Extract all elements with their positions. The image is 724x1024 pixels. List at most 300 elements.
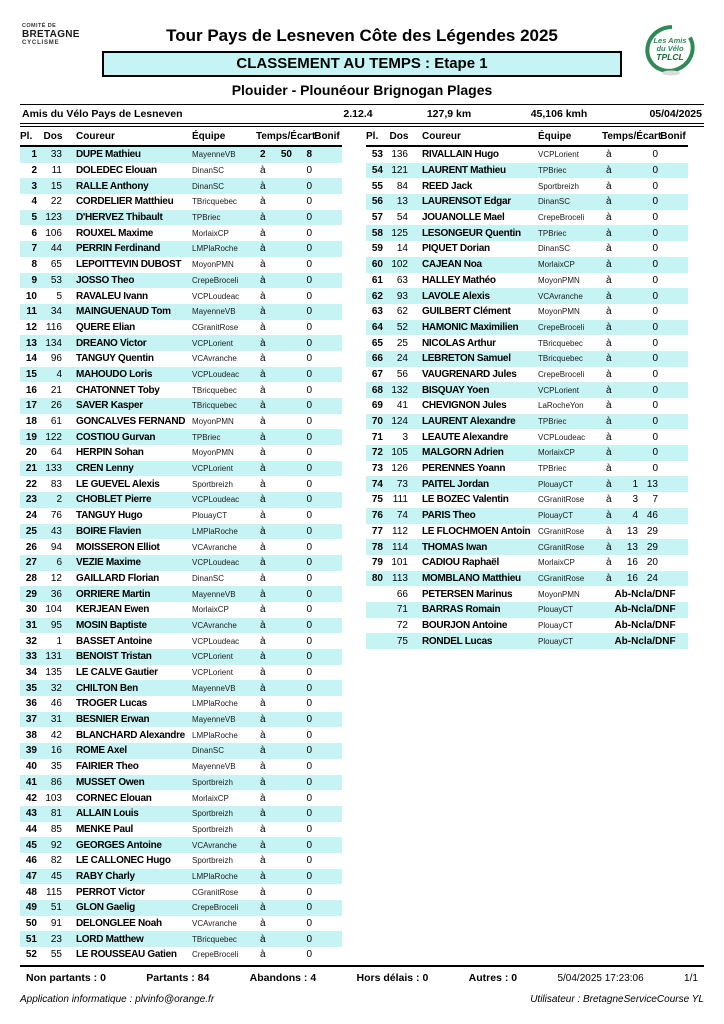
- rider-name: CORDELIER Matthieu: [76, 196, 174, 208]
- rider-name: LAURENT Alexandre: [422, 416, 516, 428]
- bib-cell: 43: [50, 525, 62, 537]
- bib-cell: 125: [391, 227, 408, 239]
- bib-cell: 91: [50, 918, 62, 930]
- rank-cell: 12: [25, 321, 37, 333]
- result-row: [366, 476, 688, 492]
- gap-prefix: à: [606, 274, 612, 286]
- rider-name: MOSIN Baptiste: [76, 619, 147, 631]
- gap-prefix: à: [260, 918, 266, 930]
- race-info-bar: [20, 104, 704, 122]
- bib-cell: 22: [50, 196, 62, 208]
- gap-seconds: 0: [306, 274, 312, 286]
- bib-cell: 82: [50, 855, 62, 867]
- bib-cell: 63: [396, 274, 408, 286]
- event-logo: [644, 24, 698, 80]
- rank-cell: 64: [371, 321, 383, 333]
- gap-seconds: 0: [306, 431, 312, 443]
- result-row: [366, 163, 688, 179]
- rider-name: VAUGRENARD Jules: [422, 368, 517, 380]
- team-name: TBricquebec: [192, 385, 237, 395]
- rank-cell: 80: [371, 572, 383, 584]
- col-header-temps: Temps/Écart: [602, 131, 662, 142]
- rider-name: PERRIN Ferdinand: [76, 243, 161, 255]
- gap-minutes: 13: [626, 525, 638, 537]
- gap-minutes: 50: [280, 149, 292, 161]
- rider-name: GAILLARD Florian: [76, 572, 159, 584]
- gap-seconds: 0: [306, 572, 312, 584]
- rank-cell: 78: [371, 541, 383, 553]
- gap-seconds: 0: [306, 870, 312, 882]
- bib-cell: 86: [50, 776, 62, 788]
- gap-prefix: à: [260, 196, 266, 208]
- bib-cell: 24: [396, 353, 408, 365]
- rider-name: D'HERVEZ Thibault: [76, 212, 163, 224]
- col-header-dos: Dos: [389, 131, 409, 142]
- gap-prefix: à: [260, 243, 266, 255]
- rider-name: BASSET Antoine: [76, 635, 152, 647]
- gap-prefix: à: [260, 306, 266, 318]
- bib-cell: 135: [45, 667, 62, 679]
- gap-seconds: 0: [306, 667, 312, 679]
- team-name: TPBriec: [538, 228, 567, 238]
- result-row: [366, 429, 688, 445]
- gap-prefix: à: [260, 259, 266, 271]
- gap-prefix: à: [260, 823, 266, 835]
- rank-cell: 44: [25, 823, 37, 835]
- gap-prefix: à: [260, 384, 266, 396]
- gap-prefix: à: [606, 306, 612, 318]
- rider-name: RALLE Anthony: [76, 180, 149, 192]
- gap-prefix: à: [260, 557, 266, 569]
- gap-prefix: à: [606, 431, 612, 443]
- rider-name: SAVER Kasper: [76, 400, 143, 412]
- result-row: [20, 524, 342, 540]
- table-header-left: [20, 127, 342, 147]
- rank-cell: 3: [31, 180, 37, 192]
- gap-seconds: 0: [652, 353, 658, 365]
- bib-cell: 115: [46, 886, 62, 898]
- bib-cell: 124: [391, 416, 408, 428]
- rank-cell: 19: [25, 431, 37, 443]
- bib-cell: 65: [50, 259, 62, 271]
- gap-prefix: à: [260, 682, 266, 694]
- bib-cell: 134: [45, 337, 62, 349]
- bib-cell: 56: [396, 368, 408, 380]
- team-name: MayenneVB: [192, 715, 236, 725]
- rank-cell: 26: [25, 541, 37, 553]
- result-row: [366, 273, 688, 289]
- rank-cell: 66: [371, 353, 383, 365]
- bib-cell: 74: [396, 510, 408, 522]
- rider-name: HALLEY Mathéo: [422, 274, 496, 286]
- result-row: [366, 508, 688, 524]
- gap-seconds: 0: [306, 463, 312, 475]
- team-name: DinanSC: [192, 573, 225, 583]
- gap-prefix: à: [260, 588, 266, 600]
- rank-cell: 77: [371, 525, 383, 537]
- gap-seconds: 0: [306, 949, 312, 961]
- gap-seconds: 0: [652, 384, 658, 396]
- gap-seconds: 0: [306, 416, 312, 428]
- print-timestamp: 5/04/2025 17:23:06: [557, 973, 644, 984]
- rider-name: THOMAS Iwan: [422, 541, 488, 553]
- rank-cell: 68: [371, 384, 383, 396]
- col-header-equipe: Équipe: [192, 131, 226, 142]
- bib-cell: 72: [396, 619, 408, 631]
- col-header-pl: Pl.: [366, 131, 379, 142]
- bib-cell: 126: [391, 463, 408, 475]
- result-row: [20, 571, 342, 587]
- gap-seconds: 0: [306, 557, 312, 569]
- result-row: [20, 555, 342, 571]
- gap-prefix: à: [260, 808, 266, 820]
- gap-prefix: à: [260, 290, 266, 302]
- result-row: [20, 931, 342, 947]
- race-date: 05/04/2025: [649, 108, 702, 120]
- team-name: TBricquebec: [192, 197, 237, 207]
- rider-name: BLANCHARD Alexandre: [76, 729, 185, 741]
- rank-cell: 43: [25, 808, 37, 820]
- gap-seconds: 0: [306, 478, 312, 490]
- results-tables: [20, 147, 704, 965]
- col-header-equipe: Équipe: [538, 131, 572, 142]
- rider-name: MOISSERON Elliot: [76, 541, 160, 553]
- team-name: TPBriec: [538, 464, 567, 474]
- gap-prefix: à: [260, 729, 266, 741]
- team-name: CGranitRose: [538, 526, 585, 536]
- rider-name: REED Jack: [422, 180, 473, 192]
- rank-cell: 48: [25, 886, 37, 898]
- gap-seconds: 0: [306, 259, 312, 271]
- rank-cell: 35: [25, 682, 37, 694]
- rider-name: CADIOU Raphaël: [422, 557, 499, 569]
- team-name: TBricquebec: [192, 401, 237, 411]
- gap-prefix: à: [260, 494, 266, 506]
- col-header-bonif: Bonif: [314, 131, 340, 142]
- gap-seconds: 0: [652, 306, 658, 318]
- bib-cell: 35: [50, 761, 62, 773]
- gap-seconds: 0: [306, 212, 312, 224]
- rider-name: BISQUAY Yoen: [422, 384, 490, 396]
- bib-cell: 51: [50, 902, 62, 914]
- rank-cell: 28: [25, 572, 37, 584]
- rider-name: LORD Matthew: [76, 933, 144, 945]
- bib-cell: 96: [50, 353, 62, 365]
- result-row: [20, 351, 342, 367]
- rank-cell: 29: [25, 588, 37, 600]
- bib-cell: 4: [56, 368, 62, 380]
- gap-seconds: 0: [306, 165, 312, 177]
- gap-seconds: 29: [646, 525, 658, 537]
- bib-cell: 16: [50, 745, 62, 757]
- gap-seconds: 13: [646, 478, 658, 490]
- result-row: [366, 367, 688, 383]
- bib-cell: 12: [50, 572, 62, 584]
- team-name: VCPLoudeac: [192, 636, 240, 646]
- rank-cell: 41: [25, 776, 37, 788]
- gap-prefix: à: [606, 149, 612, 161]
- team-name: MorlaixCP: [538, 448, 575, 458]
- gap-seconds: 0: [652, 227, 658, 239]
- result-row: [366, 398, 688, 414]
- gap-seconds: 0: [652, 337, 658, 349]
- result-row: [20, 225, 342, 241]
- bib-cell: 94: [50, 541, 62, 553]
- result-row: [20, 414, 342, 430]
- bib-cell: 2: [56, 494, 62, 506]
- rider-name: QUERE Elian: [76, 321, 135, 333]
- gap-prefix: à: [260, 180, 266, 192]
- bib-cell: 105: [391, 447, 408, 459]
- team-name: PlouayCT: [538, 605, 574, 615]
- team-name: TBricquebec: [192, 934, 237, 944]
- gap-prefix: à: [260, 933, 266, 945]
- result-row: [20, 304, 342, 320]
- rank-cell: 79: [371, 557, 383, 569]
- rider-name: TANGUY Hugo: [76, 510, 143, 522]
- col-header-dos: Dos: [43, 131, 63, 142]
- rank-cell: 15: [25, 368, 37, 380]
- table-header-right: [366, 127, 688, 147]
- team-name: CGranitRose: [192, 322, 239, 332]
- result-row: [20, 476, 342, 492]
- gap-prefix: à: [260, 447, 266, 459]
- rank-cell: 57: [371, 212, 383, 224]
- team-name: VCAvranche: [192, 542, 237, 552]
- gap-prefix: à: [260, 745, 266, 757]
- rider-name: BOIRE Flavien: [76, 525, 142, 537]
- team-name: MayenneVB: [192, 683, 236, 693]
- rank-cell: 34: [25, 667, 37, 679]
- result-row: [20, 320, 342, 336]
- gap-prefix: à: [606, 337, 612, 349]
- team-name: CGranitRose: [538, 542, 585, 552]
- result-row: [366, 414, 688, 430]
- gap-seconds: 0: [306, 290, 312, 302]
- rank-cell: 49: [25, 902, 37, 914]
- bib-cell: 6: [56, 557, 62, 569]
- rank-cell: 21: [25, 463, 37, 475]
- rank-cell: 47: [25, 870, 37, 882]
- rank-cell: 42: [25, 792, 37, 804]
- result-row: [366, 571, 688, 587]
- result-row: [20, 837, 342, 853]
- gap-seconds: 0: [306, 651, 312, 663]
- rank-cell: 8: [31, 259, 37, 271]
- team-name: Sportbreizh: [538, 181, 579, 191]
- result-row: [20, 916, 342, 932]
- rank-cell: 10: [25, 290, 37, 302]
- rider-name: PETERSEN Marinus: [422, 588, 513, 600]
- gap-seconds: 0: [306, 682, 312, 694]
- team-name: VCPLoudeac: [192, 369, 240, 379]
- rider-name: GONCALVES FERNAND: [76, 416, 186, 428]
- status-cell: Ab-Ncla/DNF: [614, 588, 676, 600]
- gap-prefix: à: [606, 463, 612, 475]
- rider-name: BENOIST Tristan: [76, 651, 152, 663]
- rider-name: HERPIN Sohan: [76, 447, 144, 459]
- rider-name: VEZIE Maxime: [76, 557, 141, 569]
- gap-prefix: à: [606, 416, 612, 428]
- rider-name: ROUXEL Maxime: [76, 227, 154, 239]
- rider-name: PARIS Theo: [422, 510, 476, 522]
- rank-cell: 37: [25, 714, 37, 726]
- rank-cell: 27: [25, 557, 37, 569]
- gap-seconds: 0: [306, 243, 312, 255]
- gap-seconds: 0: [306, 823, 312, 835]
- rank-cell: 56: [371, 196, 383, 208]
- bib-cell: 116: [46, 321, 62, 333]
- rank-cell: 73: [371, 463, 383, 475]
- team-name: Sportbreizh: [192, 809, 233, 819]
- rank-cell: 6: [31, 227, 37, 239]
- rider-name: ROME Axel: [76, 745, 127, 757]
- gap-prefix: à: [260, 165, 266, 177]
- result-row: [366, 304, 688, 320]
- team-name: LMPlaRoche: [192, 244, 238, 254]
- bib-cell: 52: [396, 321, 408, 333]
- gap-seconds: 0: [306, 525, 312, 537]
- average-speed: 45,106 kmh: [530, 108, 588, 120]
- event-logo-line3: TPLCL: [656, 52, 684, 62]
- bib-cell: 21: [50, 384, 62, 396]
- col-header-temps: Temps/Écart: [256, 131, 316, 142]
- status-cell: Ab-Ncla/DNF: [614, 635, 676, 647]
- user-credit: Utilisateur : BretagneServiceCourse YL: [530, 994, 704, 1005]
- rider-name: TROGER Lucas: [76, 698, 147, 710]
- gap-prefix: à: [260, 274, 266, 286]
- bib-cell: 101: [391, 557, 408, 569]
- gap-seconds: 0: [652, 243, 658, 255]
- gap-seconds: 0: [306, 588, 312, 600]
- result-row: [366, 335, 688, 351]
- gap-prefix: à: [260, 776, 266, 788]
- rider-name: NICOLAS Arthur: [422, 337, 496, 349]
- rider-name: DREANO Victor: [76, 337, 147, 349]
- gap-seconds: 0: [652, 212, 658, 224]
- gap-prefix: à: [606, 368, 612, 380]
- bib-cell: 31: [50, 714, 62, 726]
- bib-cell: 45: [50, 870, 62, 882]
- team-name: TBricquebec: [538, 354, 583, 364]
- gap-seconds: 0: [306, 494, 312, 506]
- gap-seconds: 0: [306, 729, 312, 741]
- result-row: [366, 555, 688, 571]
- result-row: [366, 382, 688, 398]
- gap-seconds: 0: [652, 196, 658, 208]
- result-row: [20, 539, 342, 555]
- result-row: [20, 288, 342, 304]
- gap-prefix: à: [260, 337, 266, 349]
- gap-seconds: 20: [646, 557, 658, 569]
- gap-seconds: 0: [306, 698, 312, 710]
- gap-prefix: à: [260, 792, 266, 804]
- gap-prefix: à: [260, 949, 266, 961]
- rank-cell: 39: [25, 745, 37, 757]
- team-name: MorlaixCP: [192, 793, 229, 803]
- team-name: VCAvranche: [538, 291, 583, 301]
- result-row: [20, 853, 342, 869]
- gap-seconds: 0: [306, 384, 312, 396]
- gap-seconds: 0: [652, 180, 658, 192]
- team-name: DinanSC: [192, 166, 225, 176]
- team-name: LaRocheYon: [538, 401, 584, 411]
- bib-cell: 41: [396, 400, 408, 412]
- gap-seconds: 0: [652, 149, 658, 161]
- rider-name: MAINGUENAUD Tom: [76, 306, 171, 318]
- team-name: VCPLorient: [192, 338, 233, 348]
- result-row: [366, 633, 688, 649]
- gap-seconds: 0: [306, 839, 312, 851]
- rider-name: MAHOUDO Loris: [76, 368, 153, 380]
- gap-prefix: à: [260, 541, 266, 553]
- team-name: VCPLoudeac: [538, 432, 586, 442]
- rank-cell: 54: [371, 165, 383, 177]
- bib-cell: 25: [396, 337, 408, 349]
- rider-name: LE CALLONEC Hugo: [76, 855, 171, 867]
- gap-seconds: 0: [306, 306, 312, 318]
- team-name: VCPLorient: [538, 150, 579, 160]
- bib-cell: 15: [50, 180, 62, 192]
- gap-prefix: à: [260, 416, 266, 428]
- rank-cell: 45: [25, 839, 37, 851]
- race-distance: 127,9 km: [426, 108, 472, 120]
- rider-name: LAVOLE Alexis: [422, 290, 490, 302]
- result-row: [20, 382, 342, 398]
- bib-cell: 66: [396, 588, 408, 600]
- team-name: MayenneVB: [192, 150, 236, 160]
- gap-prefix: à: [260, 698, 266, 710]
- gap-prefix: à: [260, 886, 266, 898]
- bib-cell: 114: [392, 541, 408, 553]
- team-name: CrepeBroceli: [538, 369, 585, 379]
- rider-name: PERROT Victor: [76, 886, 145, 898]
- rank-cell: 33: [25, 651, 37, 663]
- stat-hors-delais: Hors délais : 0: [356, 972, 429, 984]
- rider-name: COSTIOU Gurvan: [76, 431, 156, 443]
- gap-seconds: 0: [306, 400, 312, 412]
- result-row: [20, 743, 342, 759]
- rank-cell: 5: [31, 212, 37, 224]
- result-row: [20, 508, 342, 524]
- team-name: TPBriec: [538, 417, 567, 427]
- bib-cell: 103: [45, 792, 62, 804]
- bib-cell: 104: [45, 604, 62, 616]
- bib-cell: 62: [396, 306, 408, 318]
- team-name: MoyonPMN: [192, 448, 234, 458]
- rider-name: MENKE Paul: [76, 823, 134, 835]
- team-name: MayenneVB: [192, 307, 236, 317]
- team-name: VCAvranche: [192, 620, 237, 630]
- bib-cell: 85: [50, 823, 62, 835]
- result-row: [366, 257, 688, 273]
- rider-name: MOMBLANO Matthieu: [422, 572, 521, 584]
- gap-prefix: à: [260, 478, 266, 490]
- rank-cell: 4: [31, 196, 37, 208]
- team-name: MorlaixCP: [538, 260, 575, 270]
- rank-cell: 58: [371, 227, 383, 239]
- result-row: [20, 178, 342, 194]
- results-column-left: [20, 147, 342, 965]
- gap-seconds: 0: [306, 619, 312, 631]
- rank-cell: 50: [25, 918, 37, 930]
- event-logo-line1: Les Amis: [653, 36, 687, 45]
- gap-prefix: à: [606, 180, 612, 192]
- bib-cell: 61: [50, 416, 62, 428]
- bib-cell: 83: [50, 478, 62, 490]
- rank-cell: 65: [371, 337, 383, 349]
- result-row: [366, 602, 688, 618]
